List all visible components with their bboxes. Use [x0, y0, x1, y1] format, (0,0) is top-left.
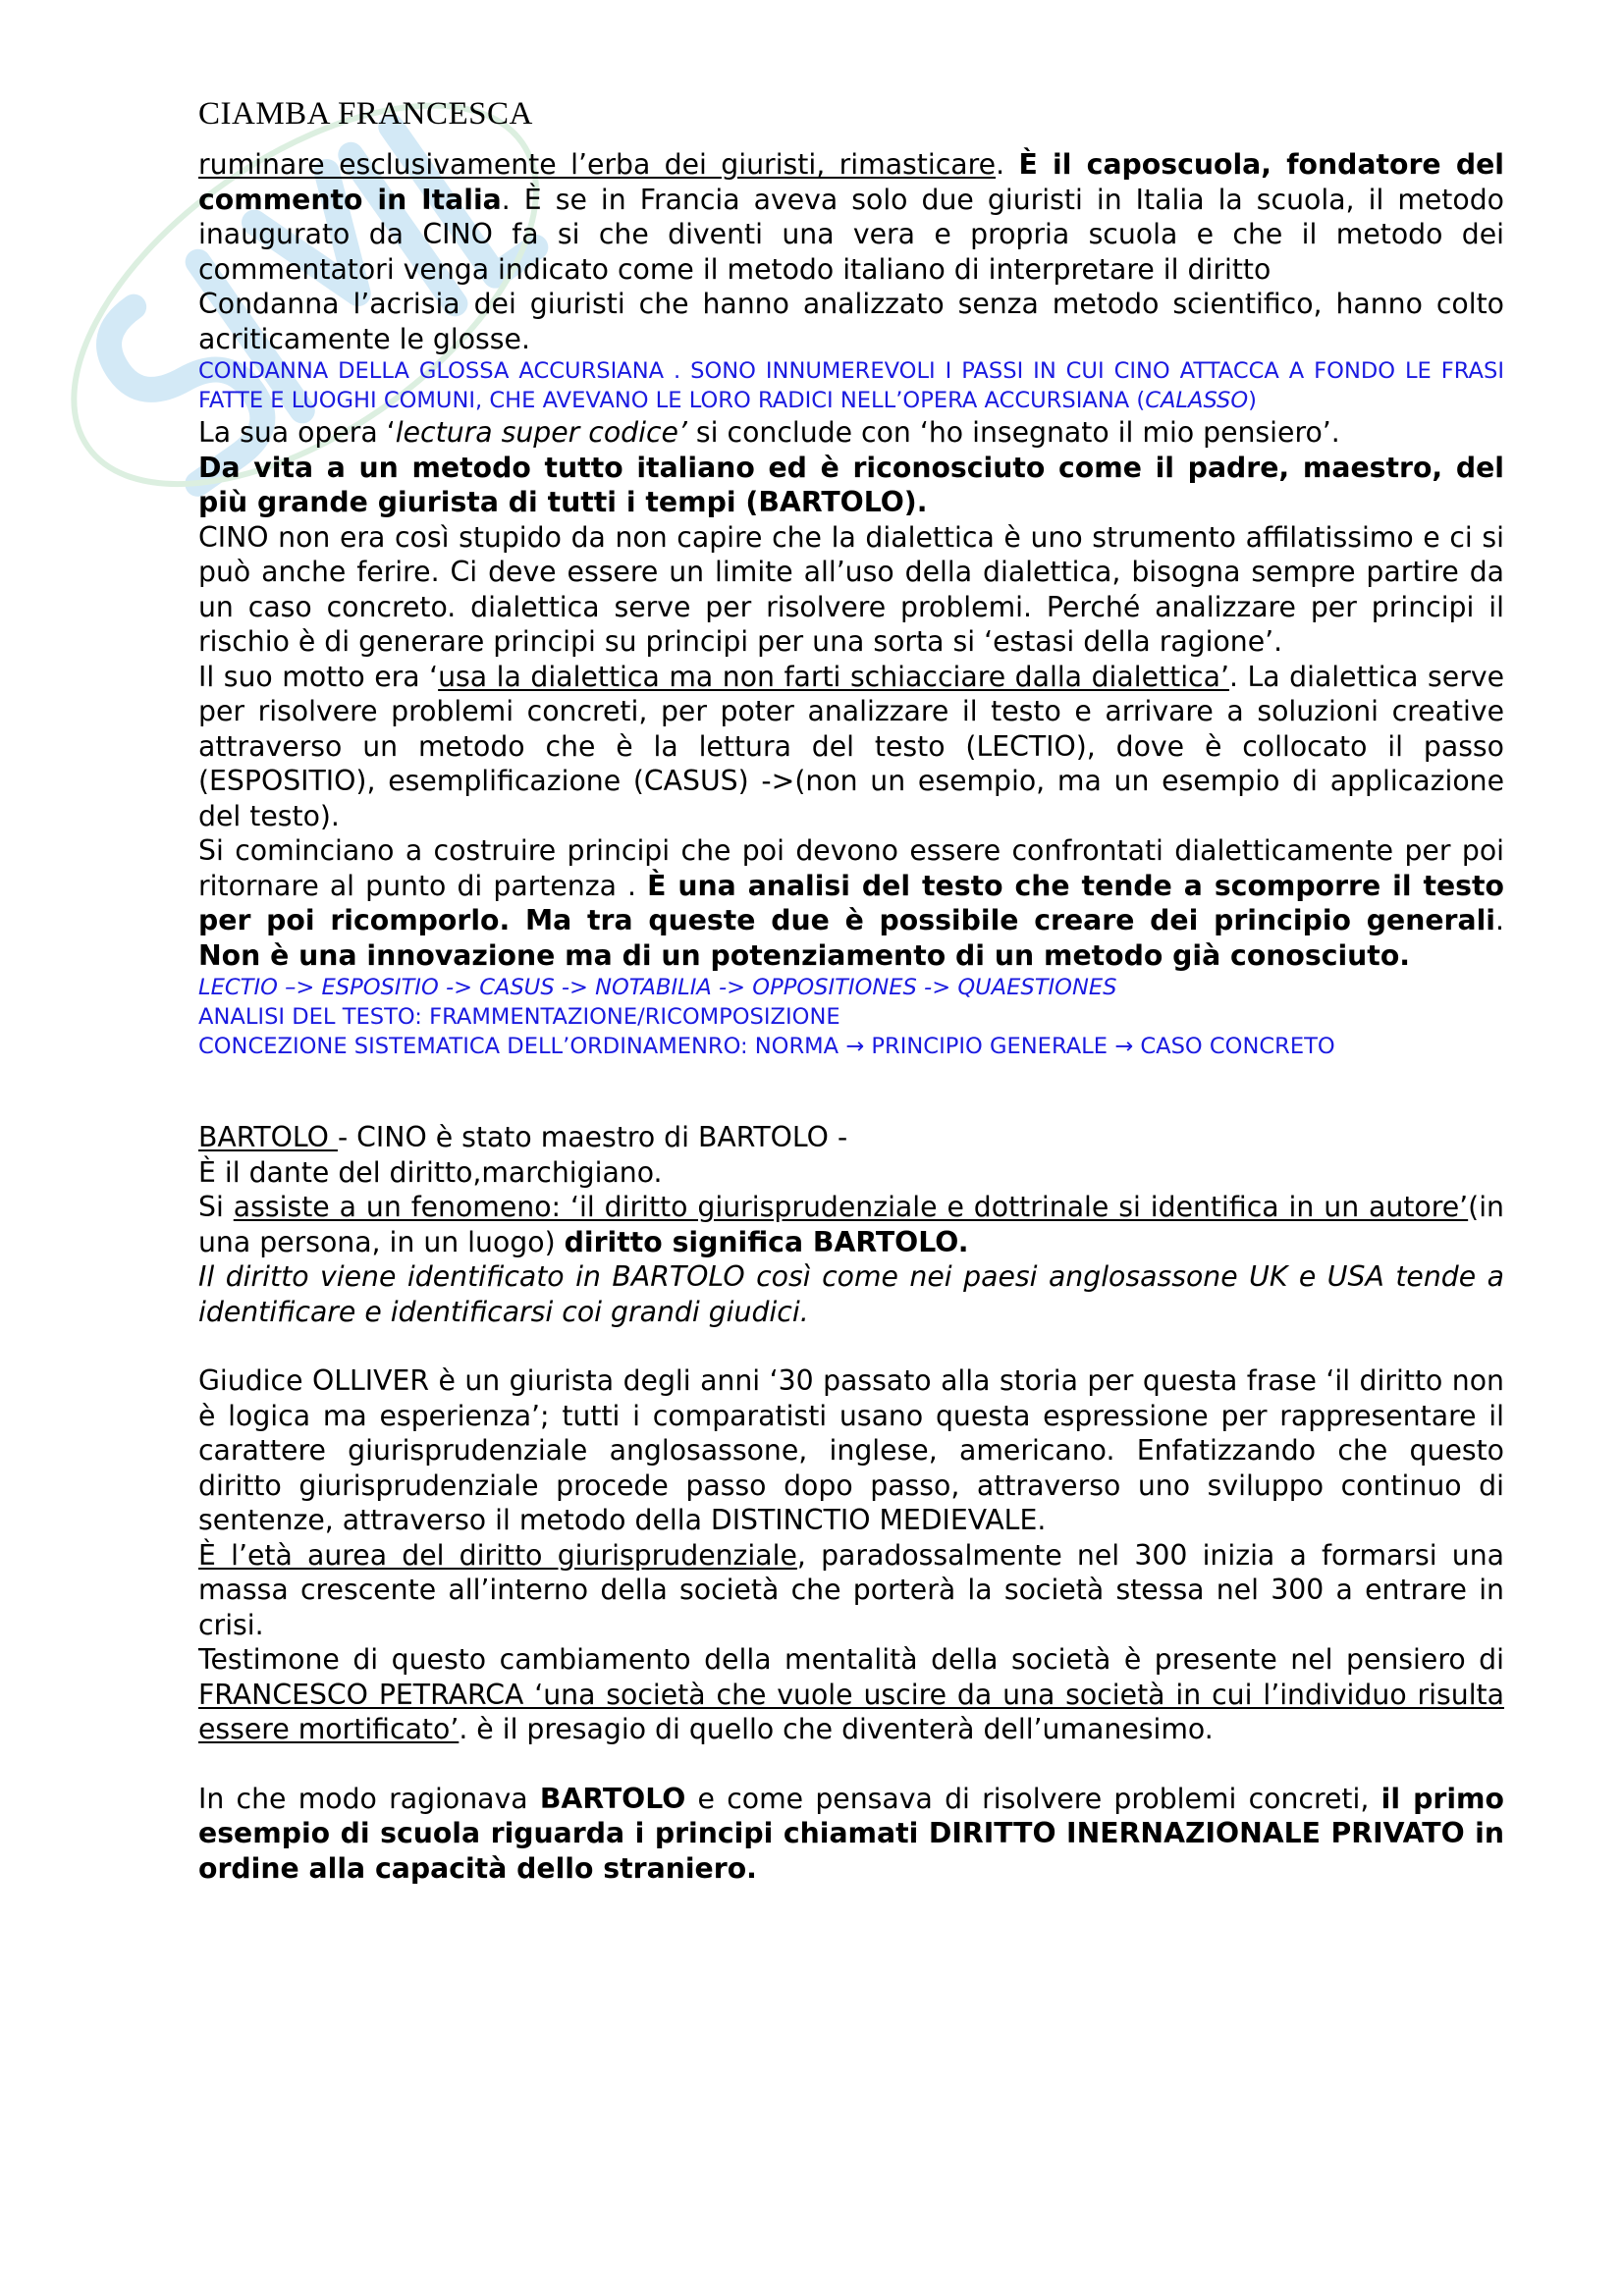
paragraph-3: La sua opera ‘lectura super codice’ si conclude con ‘ho insegnato il mio pensiero’.: [198, 416, 1340, 449]
note-systematic-conception: CONCEZIONE SISTEMATICA DELL’ORDINAMENRO: NORMA → PRINCIPIO GENERALE → CASO CONCRETO: [198, 1034, 1335, 1059]
paragraph-4: Da vita a un metodo tutto italiano ed è riconosciuto come il padre, maestro, del più grande giurista di tutti i tempi (BARTOLO).: [198, 451, 1504, 518]
paragraph-6: Il suo motto era ‘usa la dialettica ma non farti schiacciare dalla dialettica’. La dialettica serve per risolvere problemi concreti, per poter analizzare il testo e arrivare a soluzioni creative attraverso un metodo che è la lettura del testo (LECTIO), dove è collocato il passo (ESPOSITIO), esemplificazione (CASUS) ->(non un esempio, ma un esempio di applicazione del testo).: [198, 660, 1504, 832]
note-accursiana: CONDANNA DELLA GLOSSA ACCURSIANA . SONO INNUMEREVOLI I PASSI IN CUI CINO ATTACCA A FONDO LE FRASI FATTE E LUOGHI COMUNI, CHE AVEVANO LE LORO RADICI NELL’OPERA ACCURSIANA (CALASSO): [198, 358, 1504, 413]
paragraph-2: Condanna l’acrisia dei giuristi che hanno analizzato senza metodo scientifico, hanno colto acriticamente le glosse.: [198, 288, 1504, 355]
paragraph-14: Testimone di questo cambiamento della mentalità della società è presente nel pensiero di FRANCESCO PETRARCA ‘una società che vuole uscire da una società in cui l’individuo risulta essere mortificato’. è il presagio di quello che diventerà dell’umanesimo.: [198, 1643, 1504, 1745]
paragraph-10: Si assiste a un fenomeno: ‘il diritto giurisprudenziale e dottrinale si identifica in un autore’(in una persona, in un luogo) diritto significa BARTOLO.: [198, 1191, 1504, 1258]
paragraph-9: È il dante del diritto,marchigiano.: [198, 1155, 663, 1189]
note-method-steps: LECTIO –> ESPOSITIO -> CASUS -> NOTABILIA -> OPPOSITIONES -> QUAESTIONES: [198, 975, 1117, 1000]
note-text-analysis: ANALISI DEL TESTO: FRAMMENTAZIONE/RICOMPOSIZIONE: [198, 1004, 840, 1030]
paragraph-1: ruminare esclusivamente l’erba dei giuristi, rimasticare. È il caposcuola, fondatore del commento in Italia. È se in Francia aveva solo due giuristi in Italia la scuola, il metodo inaugurato da CINO fa si che diventi una vera e propria scuola e che il metodo dei commentatori venga indicato come il metodo italiano di interpretare il diritto: [198, 148, 1504, 286]
paragraph-15: In che modo ragionava BARTOLO e come pensava di risolvere problemi concreti, il primo esempio di scuola riguarda i principi chiamati DIRITTO INERNAZIONALE PRIVATO in ordine alla capacità dello straniero.: [198, 1782, 1504, 1885]
author-header: CIAMBA FRANCESCA: [198, 96, 533, 132]
paragraph-13: È l’età aurea del diritto giurisprudenziale, paradossalmente nel 300 inizia a formarsi una massa crescente all’interno della società che porterà la società stessa nel 300 a entrare in crisi.: [198, 1538, 1504, 1641]
paragraph-5: CINO non era così stupido da non capire che la dialettica è uno strumento affilatissimo e ci si può anche ferire. Ci deve essere un limite all’uso della dialettica, bisogna sempre partire da un caso concreto. dialettica serve per risolvere problemi. Perché analizzare per principi il rischio è di generare principi su principi per una sorta si ‘estasi della ragione’.: [198, 520, 1504, 658]
paragraph-11: Il diritto viene identificato in BARTOLO così come nei paesi anglosassone UK e USA tende a identificare e identificarsi coi grandi giudici.: [198, 1260, 1504, 1328]
document-body: [198, 147, 1504, 1886]
paragraph-12: Giudice OLLIVER è un giurista degli anni ‘30 passato alla storia per questa frase ‘il diritto non è logica ma esperienza’; tutti i comparatisti usano questa espressione per rappresentare il carattere giurisprudenziale anglosassone, inglese, americano. Enfatizzando che questo diritto giurisprudenziale procede passo dopo passo, attraverso uno sviluppo continuo di sentenze, attraverso il metodo della DISTINCTIO MEDIEVALE.: [198, 1364, 1504, 1536]
paragraph-bartolo-heading: BARTOLO - CINO è stato maestro di BARTOLO -: [198, 1121, 848, 1153]
paragraph-7: Si cominciano a costruire principi che poi devono essere confrontati dialetticamente per poi ritornare al punto di partenza . È una analisi del testo che tende a scomporre il testo per poi ricomporlo. Ma tra queste due è possibile creare dei principio generali. Non è una innovazione ma di un potenziamento di un metodo già conosciuto.: [198, 834, 1504, 972]
